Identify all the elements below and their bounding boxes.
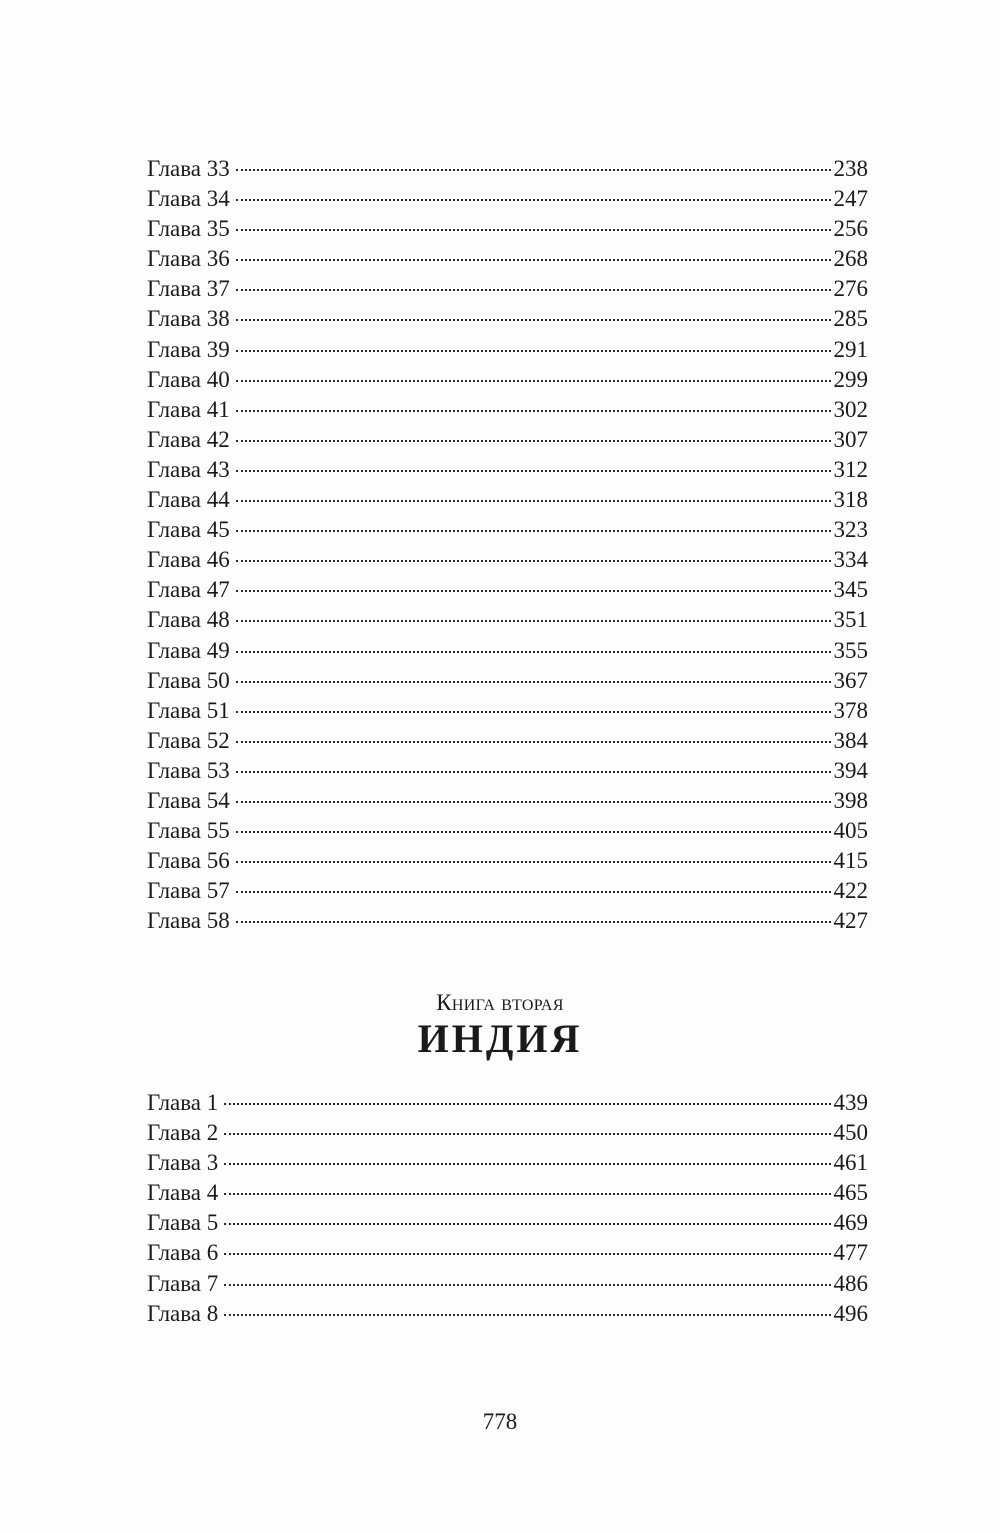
dot-leader <box>236 319 831 321</box>
toc-entry-page: 427 <box>833 908 868 934</box>
toc-entry-page: 405 <box>833 818 868 844</box>
toc-entry-page: 238 <box>833 156 868 181</box>
toc-entry-page: 323 <box>833 517 868 543</box>
dot-leader <box>224 1133 830 1135</box>
toc-entry <box>147 756 868 786</box>
toc-entry-label: Глава 48 <box>147 607 230 633</box>
toc-entry-page: 247 <box>833 186 868 212</box>
dot-leader <box>236 590 831 592</box>
toc-entry <box>147 485 868 515</box>
toc-entry <box>147 274 868 304</box>
toc-entry <box>147 1118 868 1148</box>
toc-entry-page: 496 <box>833 1300 868 1326</box>
toc-entry-label: Глава 5 <box>147 1210 219 1236</box>
toc-entry-label: Глава 4 <box>147 1180 219 1206</box>
dot-leader <box>236 530 831 532</box>
toc-entry-label: Глава 6 <box>147 1240 219 1266</box>
toc-entry <box>147 365 868 395</box>
toc-entry <box>147 184 868 214</box>
dot-leader <box>224 1193 830 1195</box>
dot-leader <box>224 1253 830 1255</box>
toc-entry-page: 312 <box>833 456 868 482</box>
toc-entry-label: Глава 58 <box>147 908 230 934</box>
toc-entry-label: Глава 1 <box>147 1090 219 1115</box>
toc-entry <box>147 696 868 726</box>
toc-entry-page: 268 <box>833 246 868 272</box>
toc-entry <box>147 515 868 545</box>
toc-entry <box>147 666 868 696</box>
toc-entry-label: Глава 37 <box>147 276 230 302</box>
toc-entry-page: 398 <box>833 787 868 813</box>
dot-leader <box>236 861 831 863</box>
toc-entry <box>147 335 868 365</box>
toc-entry <box>147 726 868 756</box>
toc-entry <box>147 425 868 455</box>
dot-leader <box>236 199 831 201</box>
dot-leader <box>236 651 831 653</box>
toc-entry-label: Глава 53 <box>147 757 230 783</box>
toc-entry-page: 422 <box>833 878 868 904</box>
toc-entry-page: 486 <box>833 1270 868 1296</box>
toc-entry <box>147 455 868 485</box>
book-title: ИНДИЯ <box>417 1016 583 1061</box>
toc-entry-page: 299 <box>833 366 868 392</box>
toc-entry-page: 415 <box>833 848 868 874</box>
dot-leader <box>236 440 831 442</box>
toc-entry-page: 318 <box>833 487 868 513</box>
toc-entry-page: 469 <box>833 1210 868 1236</box>
book-subtitle: Книга вторая <box>436 990 564 1015</box>
toc-entry <box>147 636 868 666</box>
toc-entry-label: Глава 2 <box>147 1120 219 1146</box>
toc-entry <box>147 395 868 425</box>
toc-entry <box>147 575 868 605</box>
toc-entry-label: Глава 49 <box>147 637 230 663</box>
dot-leader <box>236 831 831 833</box>
toc-entry-label: Глава 54 <box>147 787 230 813</box>
toc-entry-page: 477 <box>833 1240 868 1266</box>
toc-entry-page: 276 <box>833 276 868 302</box>
dot-leader <box>236 229 831 231</box>
toc-entry-label: Глава 42 <box>147 426 230 452</box>
toc-entry <box>147 304 868 334</box>
toc-entry-label: Глава 47 <box>147 577 230 603</box>
toc-entry-page: 302 <box>833 396 868 422</box>
toc-entry-page: 256 <box>833 216 868 242</box>
toc-entry <box>147 1208 868 1238</box>
dot-leader <box>236 470 831 472</box>
dot-leader <box>236 681 831 683</box>
toc-entry-label: Глава 45 <box>147 517 230 543</box>
toc-entry <box>147 1299 868 1329</box>
toc-entry-label: Глава 41 <box>147 396 230 422</box>
toc-entry-page: 450 <box>833 1120 868 1146</box>
toc-entry-page: 345 <box>833 577 868 603</box>
dot-leader <box>236 380 831 382</box>
toc-entry-page: 378 <box>833 697 868 723</box>
toc-entry-page: 307 <box>833 426 868 452</box>
toc-entry-page: 334 <box>833 547 868 573</box>
dot-leader <box>236 500 831 502</box>
toc-entry-label: Глава 40 <box>147 366 230 392</box>
dot-leader <box>224 1284 830 1286</box>
dot-leader <box>236 410 831 412</box>
toc-entry <box>147 906 868 936</box>
toc-entry <box>147 1178 868 1208</box>
toc-entry-page: 461 <box>833 1150 868 1176</box>
dot-leader <box>224 1163 830 1165</box>
toc-entry-page: 439 <box>833 1090 868 1115</box>
toc-entry <box>147 605 868 635</box>
toc-entry-page: 384 <box>833 727 868 753</box>
toc-entry-page: 465 <box>833 1180 868 1206</box>
toc-list-book-one <box>147 154 868 936</box>
toc-entry <box>147 214 868 244</box>
toc-entry-label: Глава 57 <box>147 878 230 904</box>
dot-leader <box>236 771 831 773</box>
toc-entry-label: Глава 7 <box>147 1270 219 1296</box>
toc-entry <box>147 1148 868 1178</box>
dot-leader <box>236 350 831 352</box>
toc-entry-label: Глава 46 <box>147 547 230 573</box>
dot-leader <box>224 1223 830 1225</box>
dot-leader <box>236 891 831 893</box>
toc-entry-label: Глава 51 <box>147 697 230 723</box>
toc-entry-page: 291 <box>833 336 868 362</box>
toc-entry-label: Глава 55 <box>147 818 230 844</box>
dot-leader <box>224 1314 830 1316</box>
toc-entry-label: Глава 33 <box>147 156 230 181</box>
toc-entry-label: Глава 38 <box>147 306 230 332</box>
toc-entry-label: Глава 35 <box>147 216 230 242</box>
toc-entry <box>147 816 868 846</box>
dot-leader <box>236 741 831 743</box>
toc-list-book-two <box>147 1088 868 1329</box>
page-number: 778 <box>482 1409 518 1434</box>
toc-entry-label: Глава 39 <box>147 336 230 362</box>
toc-entry <box>147 1088 868 1118</box>
dot-leader <box>236 169 831 171</box>
dot-leader <box>236 289 831 291</box>
toc-entry <box>147 876 868 906</box>
toc-entry <box>147 1238 868 1268</box>
toc-entry <box>147 846 868 876</box>
toc-entry <box>147 1269 868 1299</box>
toc-entry-label: Глава 50 <box>147 667 230 693</box>
dot-leader <box>224 1103 830 1105</box>
toc-entry-label: Глава 34 <box>147 186 230 212</box>
dot-leader <box>236 711 831 713</box>
dot-leader <box>236 259 831 261</box>
toc-entry-page: 351 <box>833 607 868 633</box>
toc-entry-label: Глава 3 <box>147 1150 219 1176</box>
toc-entry-page: 367 <box>833 667 868 693</box>
dot-leader <box>236 560 831 562</box>
toc-entry <box>147 154 868 184</box>
dot-leader <box>236 620 831 622</box>
toc-entry <box>147 545 868 575</box>
toc-entry-label: Глава 52 <box>147 727 230 753</box>
toc-entry-page: 355 <box>833 637 868 663</box>
dot-leader <box>236 801 831 803</box>
toc-entry <box>147 786 868 816</box>
toc-entry-label: Глава 44 <box>147 487 230 513</box>
toc-entry-page: 285 <box>833 306 868 332</box>
toc-entry-label: Глава 43 <box>147 456 230 482</box>
dot-leader <box>236 921 831 923</box>
toc-entry-label: Глава 8 <box>147 1300 219 1326</box>
toc-entry-page: 394 <box>833 757 868 783</box>
toc-entry <box>147 244 868 274</box>
toc-entry-label: Глава 56 <box>147 848 230 874</box>
toc-entry-label: Глава 36 <box>147 246 230 272</box>
